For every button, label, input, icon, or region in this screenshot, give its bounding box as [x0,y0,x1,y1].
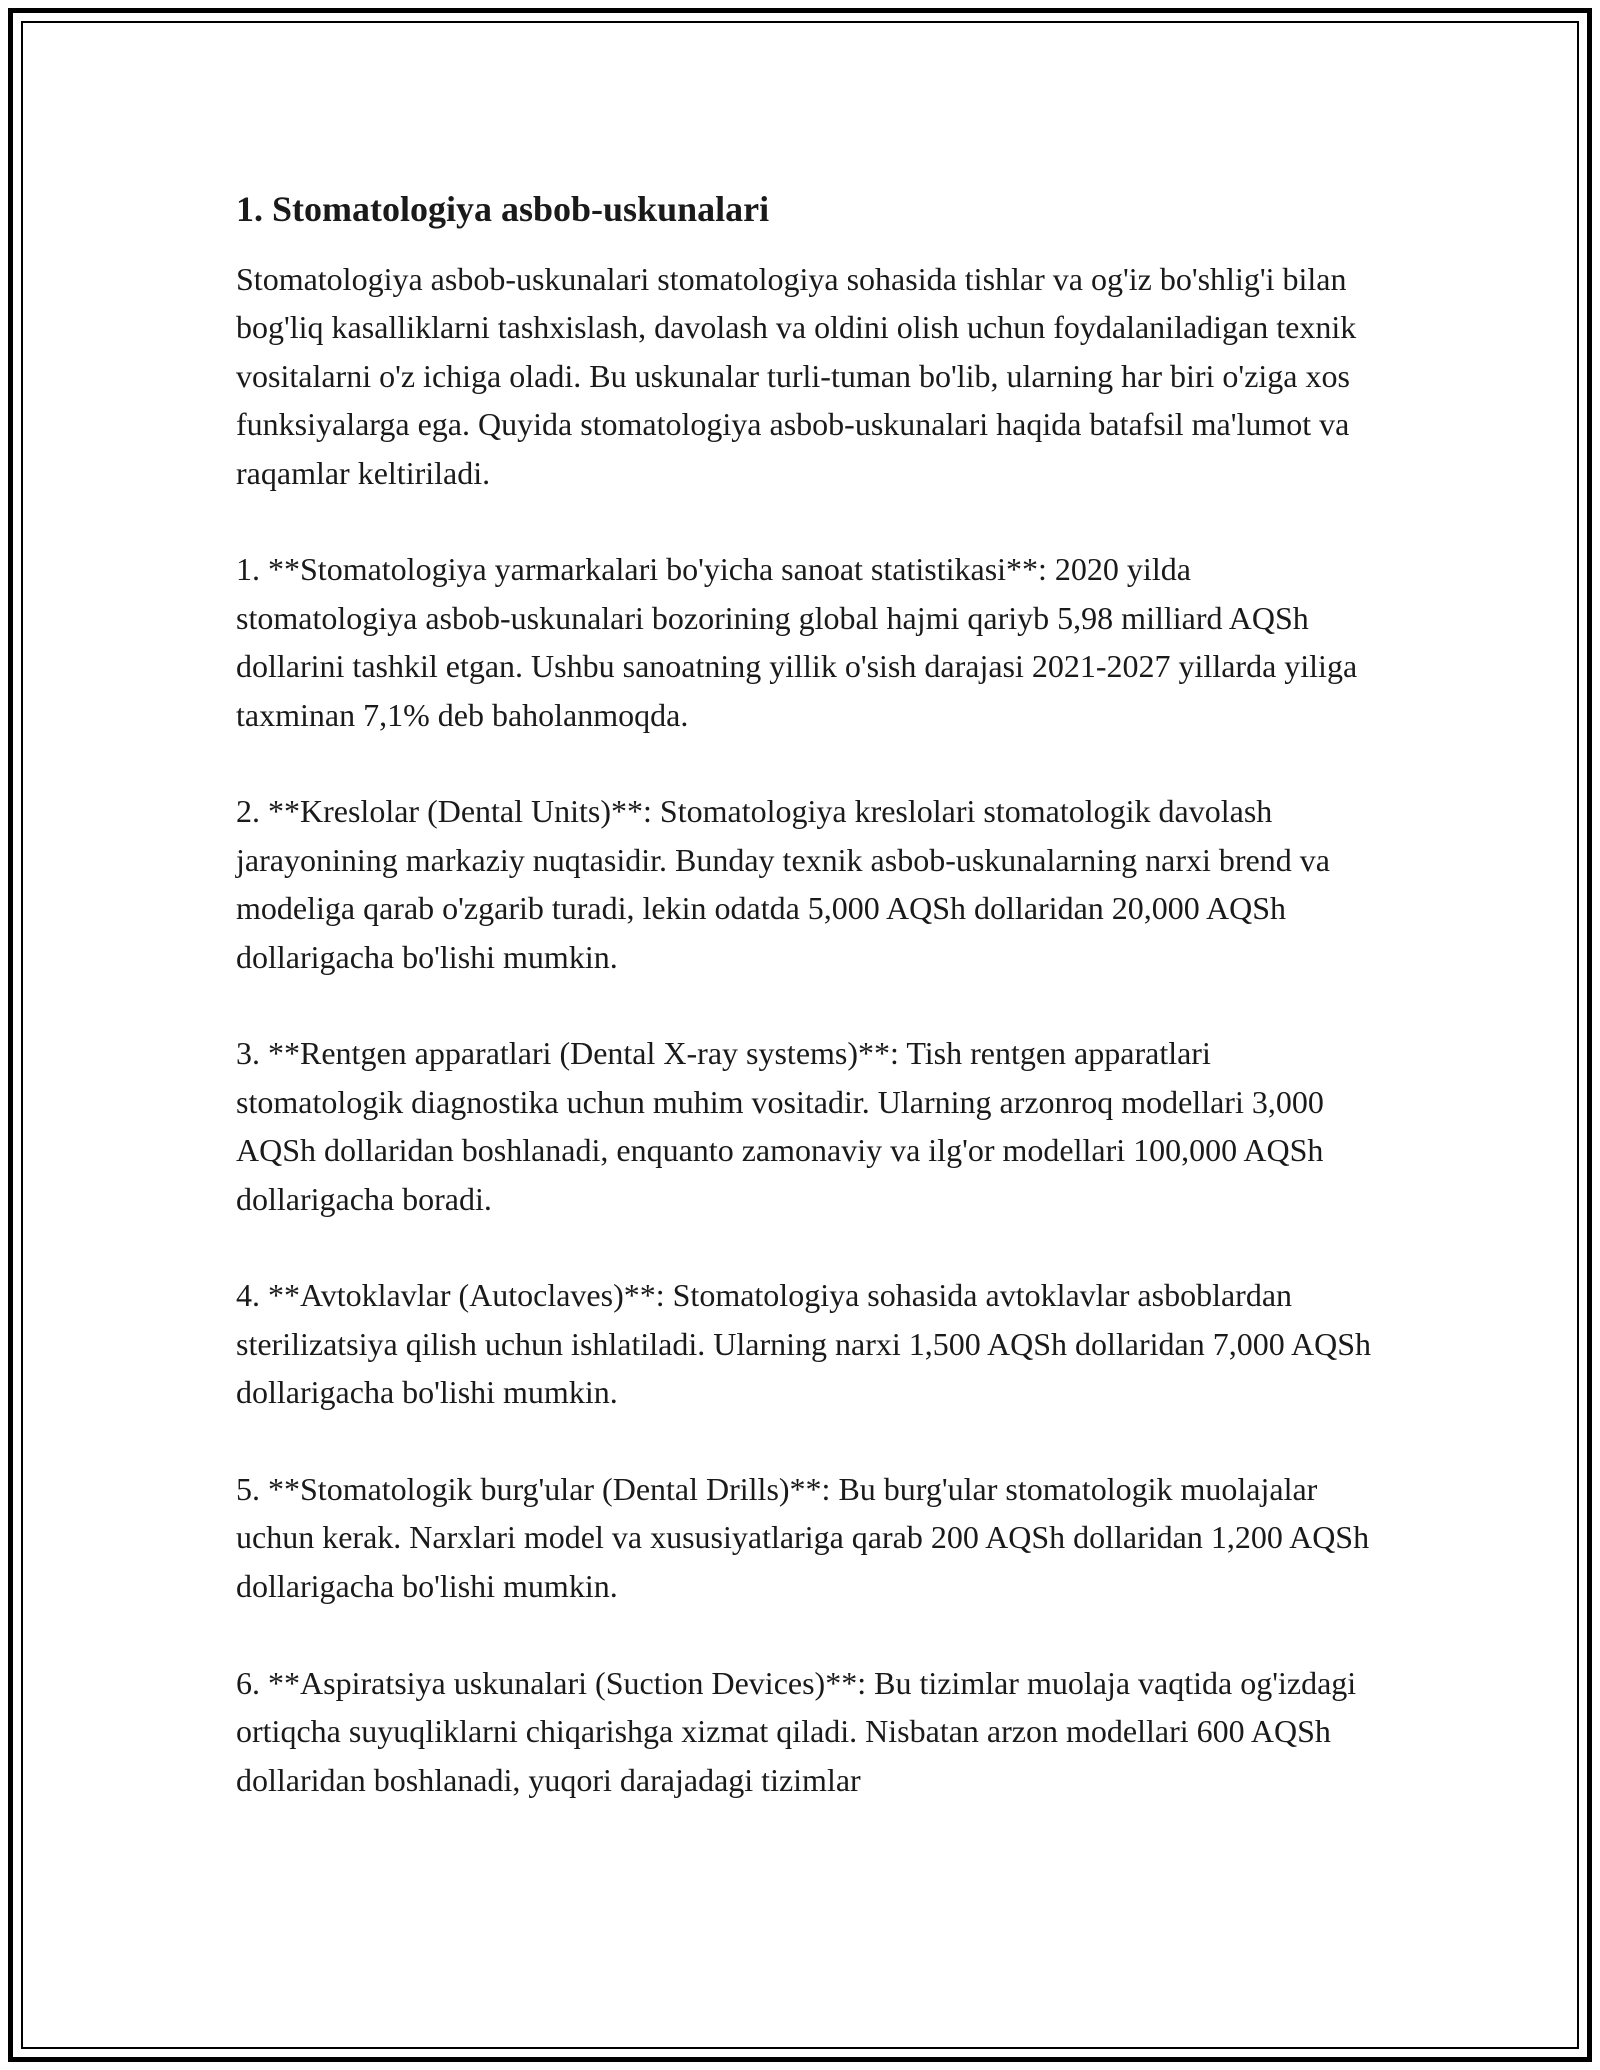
document-body [236,185,1376,1804]
list-item: 2. **Kreslolar (Dental Units)**: Stomatologiya kreslolari stomatologik davolash jarayonining markaziy nuqtasidir. Bunday texnik asbob-uskunalarning narxi brend va modeliga qarab o'zgarib turadi, lekin odatda 5,000 AQSh dollaridan 20,000 AQSh dollarigacha bo'lishi mumkin. [236,793,1330,975]
list-item: 5. **Stomatologik burg'ular (Dental Drills)**: Bu burg'ular stomatologik muolajalar uchun kerak. Narxlari model va xususiyatlariga qarab 200 AQSh dollaridan 1,200 AQSh dollarigacha bo'lishi mumkin. [236,1471,1370,1604]
intro-paragraph: Stomatologiya asbob-uskunalari stomatologiya sohasida tishlar va og'iz bo'shlig'i bilan bog'liq kasalliklarni tashxislash, davolash va oldini olish uchun foydalaniladigan texnik vositalarni o'z ichiga oladi. Bu uskunalar turli-tuman bo'lib, ularning har biri o'ziga xos funksiyalarga ega. Quyida stomatologiya asbob-uskunalari haqida batafsil ma'lumot va raqamlar keltiriladi. [236,261,1357,491]
list-item: 4. **Avtoklavlar (Autoclaves)**: Stomatologiya sohasida avtoklavlar asboblardan sterilizatsiya qilish uchun ishlatiladi. Ularning narxi 1,500 AQSh dollaridan 7,000 AQSh dollarigacha bo'lishi mumkin. [236,1277,1371,1411]
list-item: 3. **Rentgen apparatlari (Dental X-ray systems)**: Tish rentgen apparatlari stomatologik diagnostika uchun muhim vositadir. Ularning arzonroq modellari 3,000 AQSh dollaridan boshlanadi, enquanto zamonaviy va ilg'or modellari 100,000 AQSh dollarigacha boradi. [236,1035,1324,1217]
list-item: 1. **Stomatologiya yarmarkalari bo'yicha sanoat statistikasi**: 2020 yilda stomatologiya asbob-uskunalari bozorining global hajmi qariyb 5,98 milliard AQSh dollarini tashkil etgan. Ushbu sanoatning yillik o'sish darajasi 2021-2027 yillarda yiliga taxminan 7,1% deb baholanmoqda. [236,551,1358,733]
list-item: 6. **Aspiratsiya uskunalari (Suction Devices)**: Bu tizimlar muolaja vaqtida og'izdagi ortiqcha suyuqliklarni chiqarishga xizmat qiladi. Nisbatan arzon modellari 600 AQSh dollaridan boshlanadi, yuqori darajadagi tizimlar [236,1664,1357,1798]
document-title: 1. Stomatologiya asbob-uskunalari [236,189,770,229]
